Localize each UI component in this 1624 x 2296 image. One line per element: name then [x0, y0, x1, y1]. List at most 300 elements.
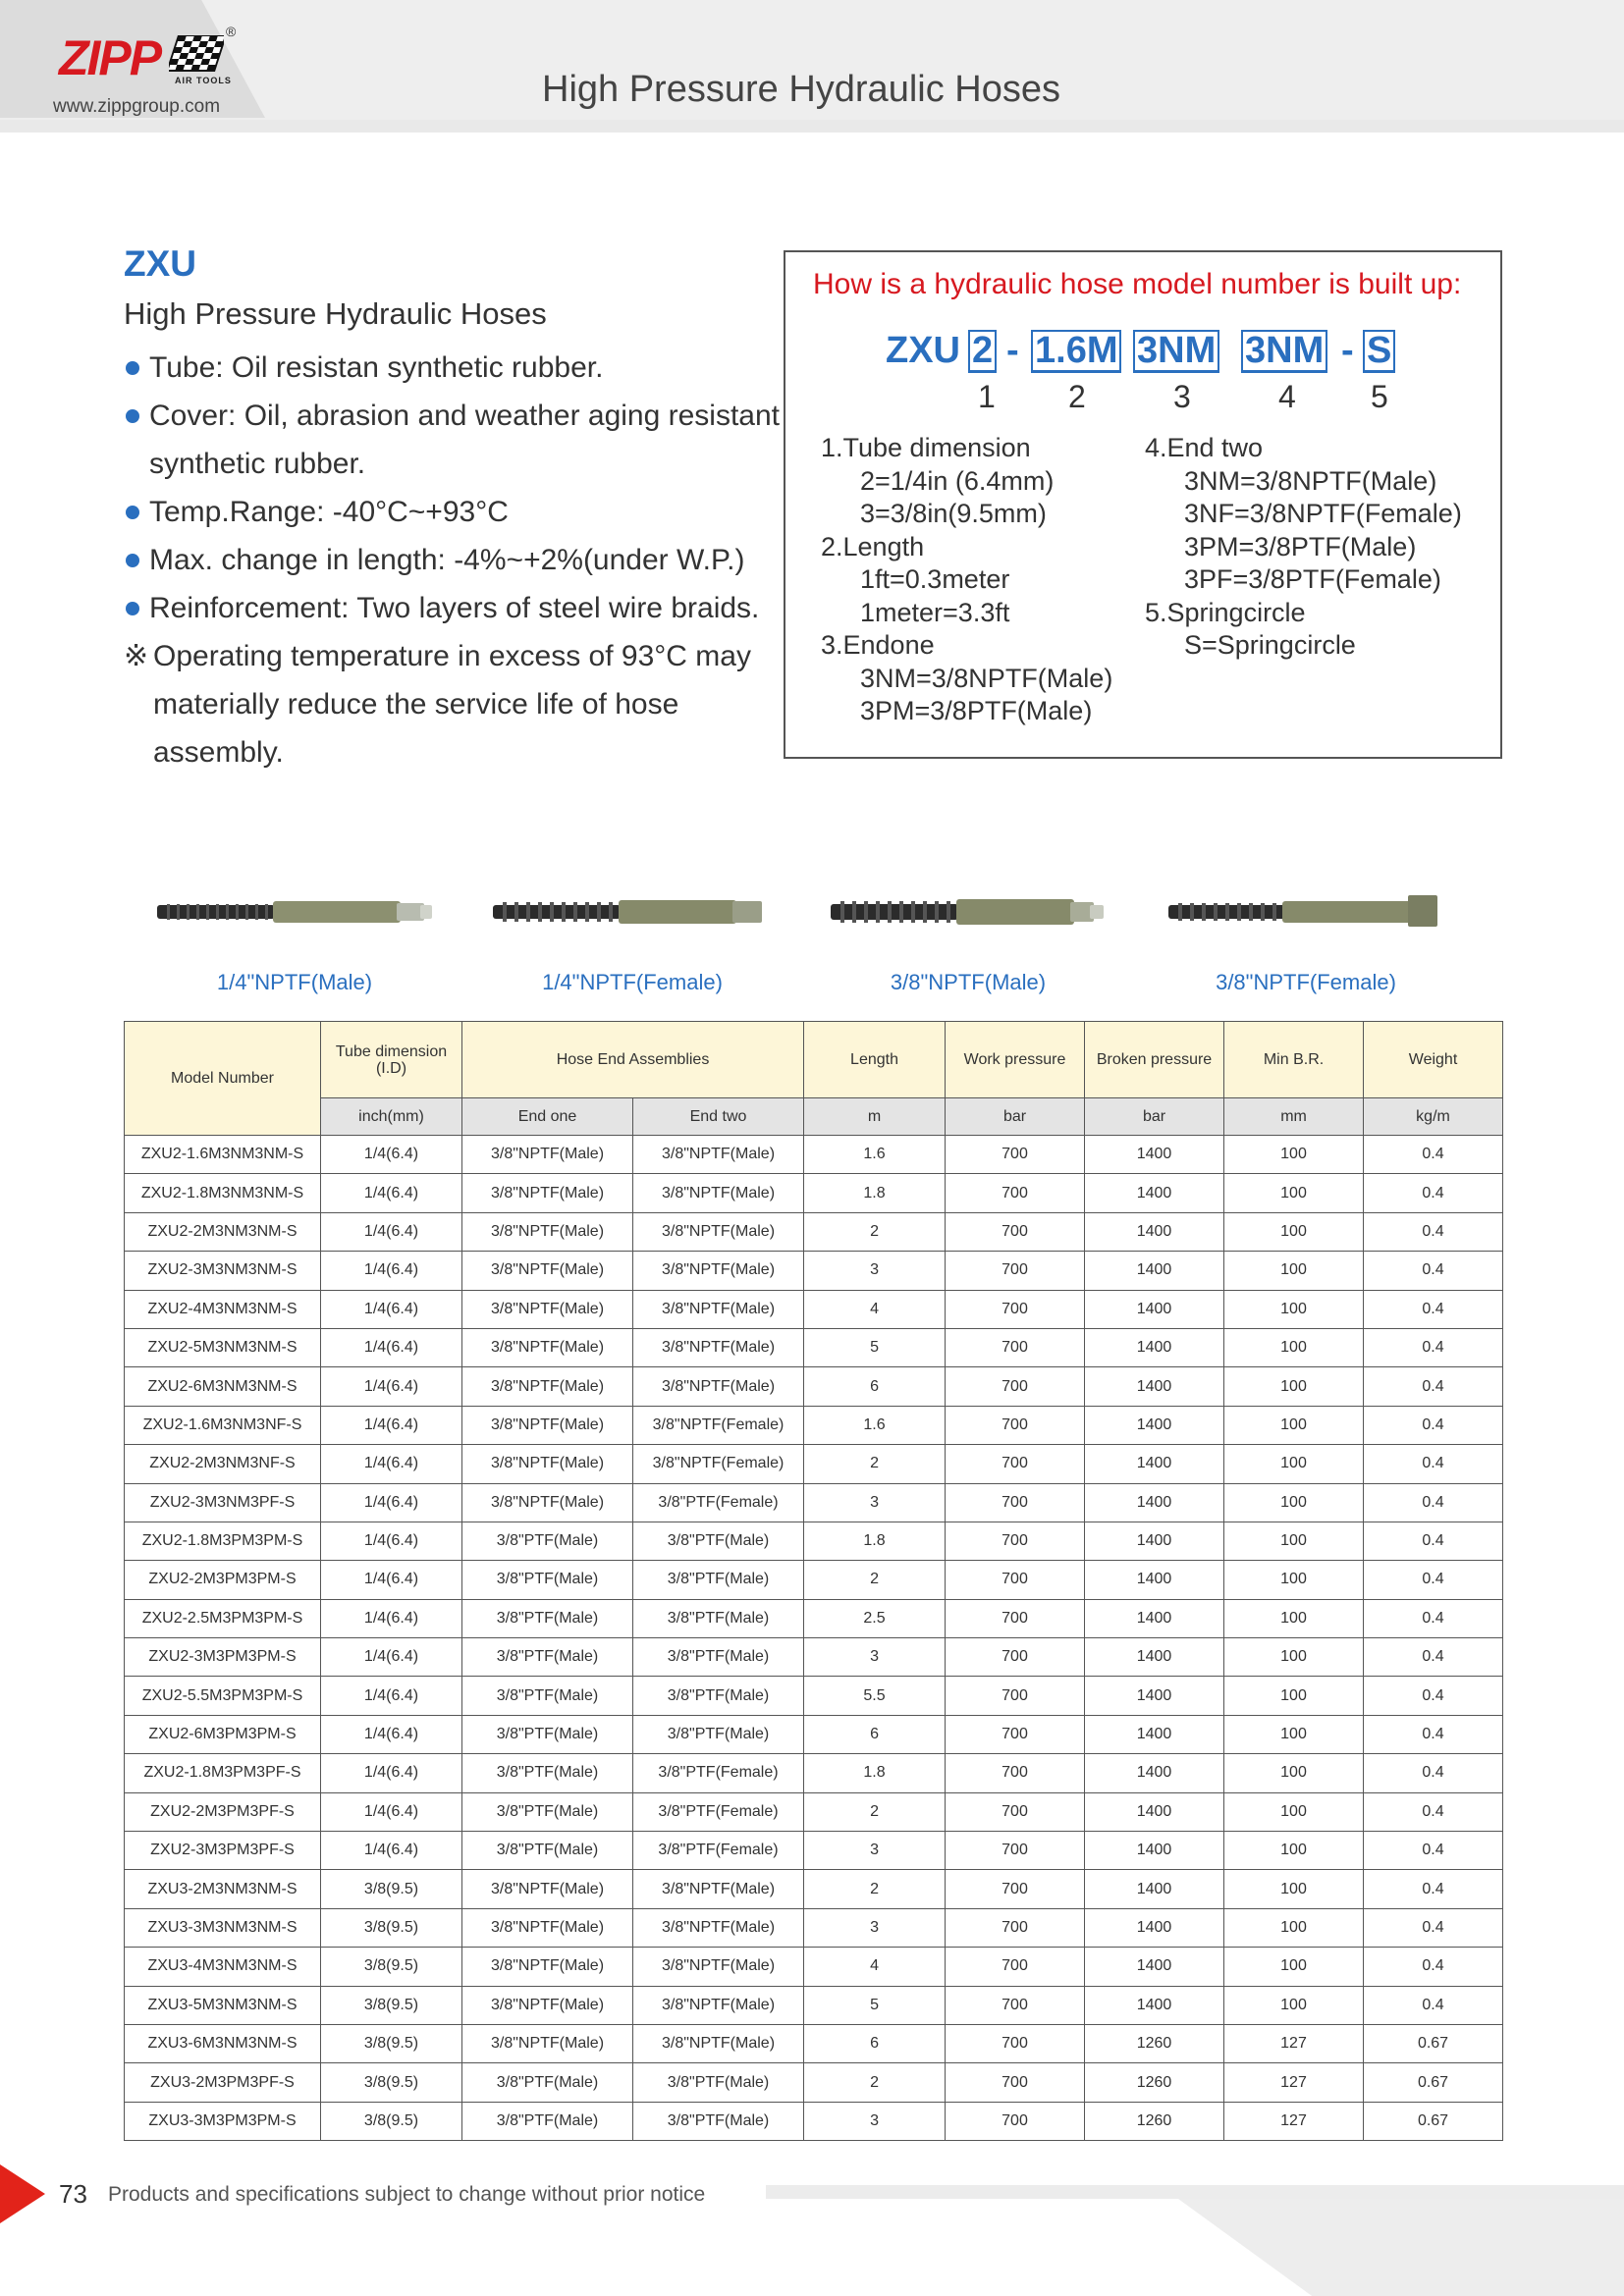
cell-work: 700 — [946, 1445, 1085, 1483]
table-row — [125, 1328, 1503, 1366]
cell-minbr: 100 — [1224, 1367, 1364, 1406]
cell-end-two: 3/8"NPTF(Male) — [633, 1252, 804, 1290]
part-number: 1 — [978, 379, 996, 414]
legend-item: 3NM=3/8NPTF(Male) — [1184, 465, 1437, 496]
table-row — [125, 1561, 1503, 1599]
table-row — [125, 1136, 1503, 1174]
table-row — [125, 1638, 1503, 1677]
unit-tube: inch(mm) — [321, 1098, 462, 1136]
cell-tube: 1/4(6.4) — [321, 1561, 462, 1599]
cell-end-one: 3/8"NPTF(Male) — [462, 1212, 633, 1251]
legend-heading: 1.Tube dimension — [821, 433, 1031, 462]
model-dash: - — [1006, 330, 1019, 371]
cell-broken: 1400 — [1085, 1908, 1224, 1947]
unit-minbr: mm — [1224, 1098, 1364, 1136]
cell-minbr: 100 — [1224, 1136, 1364, 1174]
cell-weight: 0.67 — [1364, 2063, 1503, 2102]
unit-end-one: End one — [462, 1098, 633, 1136]
cell-broken: 1400 — [1085, 1870, 1224, 1908]
hose-label: 1/4"NPTF(Male) — [216, 970, 373, 994]
cell-end-two: 3/8"NPTF(Female) — [633, 1445, 804, 1483]
model-part-end-one: 3NM — [1133, 330, 1219, 373]
cell-tube: 3/8(9.5) — [321, 1908, 462, 1947]
cell-end-two: 3/8"NPTF(Male) — [633, 1136, 804, 1174]
table-row — [125, 1290, 1503, 1328]
cell-end-two: 3/8"PTF(Male) — [633, 2063, 804, 2102]
page-number: 73 — [59, 2179, 87, 2209]
table-row — [125, 1677, 1503, 1715]
cell-end-one: 3/8"PTF(Male) — [462, 1522, 633, 1560]
cell-tube: 3/8(9.5) — [321, 1870, 462, 1908]
cell-work: 700 — [946, 1870, 1085, 1908]
cell-end-two: 3/8"NPTF(Male) — [633, 1870, 804, 1908]
part-number: 3 — [1173, 379, 1191, 414]
cell-work: 700 — [946, 1792, 1085, 1831]
footer-corner-decoration — [1178, 2199, 1624, 2296]
legend-heading: 4.End two — [1145, 433, 1264, 462]
cell-broken: 1400 — [1085, 1754, 1224, 1792]
cell-end-two: 3/8"NPTF(Male) — [633, 2024, 804, 2062]
cell-length: 2 — [804, 2063, 946, 2102]
table-row — [125, 1832, 1503, 1870]
cell-weight: 0.67 — [1364, 2102, 1503, 2140]
cell-weight: 0.4 — [1364, 1174, 1503, 1212]
cell-work: 700 — [946, 1948, 1085, 1986]
feature-item: Tube: Oil resistan synthetic rubber. — [124, 344, 791, 392]
operating-note — [126, 632, 791, 776]
cell-tube: 1/4(6.4) — [321, 1638, 462, 1677]
cell-length: 2 — [804, 1561, 946, 1599]
cell-end-one: 3/8"NPTF(Male) — [462, 1986, 633, 2024]
cell-end-one: 3/8"PTF(Male) — [462, 1715, 633, 1753]
col-header-length: Length — [804, 1022, 946, 1098]
cell-end-two: 3/8"PTF(Male) — [633, 1522, 804, 1560]
note-mark-icon: ※ — [124, 640, 149, 672]
col-header-tube: Tube dimension (I.D) — [321, 1022, 462, 1098]
legend-item: S=Springcircle — [1184, 630, 1356, 660]
cell-weight: 0.4 — [1364, 1328, 1503, 1366]
cell-work: 700 — [946, 1522, 1085, 1560]
cell-work: 700 — [946, 1328, 1085, 1366]
feature-list — [124, 344, 791, 776]
cell-length: 3 — [804, 1252, 946, 1290]
table-row — [125, 1908, 1503, 1947]
cell-weight: 0.4 — [1364, 1638, 1503, 1677]
model-part-spring: S — [1363, 330, 1395, 373]
cell-length: 2 — [804, 1212, 946, 1251]
hose-label: 1/4"NPTF(Female) — [542, 970, 723, 994]
cell-minbr: 100 — [1224, 1252, 1364, 1290]
checkered-flag-icon — [169, 35, 224, 73]
legend-item: 3NF=3/8NPTF(Female) — [1184, 499, 1462, 528]
logo-subtitle: AIR TOOLS — [175, 76, 232, 85]
cell-work: 700 — [946, 1136, 1085, 1174]
cell-work: 700 — [946, 1367, 1085, 1406]
cell-tube: 1/4(6.4) — [321, 1252, 462, 1290]
table-row — [125, 1715, 1503, 1753]
cell-model: ZXU2-3M3NM3PF-S — [125, 1483, 321, 1522]
cell-tube: 3/8(9.5) — [321, 2102, 462, 2140]
cell-minbr: 127 — [1224, 2063, 1364, 2102]
table-row — [125, 1483, 1503, 1522]
cell-work: 700 — [946, 1677, 1085, 1715]
cell-work: 700 — [946, 1832, 1085, 1870]
cell-minbr: 100 — [1224, 1638, 1364, 1677]
cell-end-one: 3/8"PTF(Male) — [462, 1792, 633, 1831]
cell-work: 700 — [946, 1908, 1085, 1947]
cell-end-two: 3/8"NPTF(Female) — [633, 1406, 804, 1444]
cell-broken: 1400 — [1085, 1599, 1224, 1637]
cell-end-one: 3/8"PTF(Male) — [462, 1638, 633, 1677]
table-unit-row — [125, 1098, 1503, 1136]
cell-end-one: 3/8"PTF(Male) — [462, 1754, 633, 1792]
cell-tube: 3/8(9.5) — [321, 1948, 462, 1986]
cell-minbr: 100 — [1224, 1483, 1364, 1522]
model-part-tube: 2 — [968, 330, 997, 373]
cell-tube: 1/4(6.4) — [321, 1715, 462, 1753]
cell-model: ZXU2-2M3PM3PF-S — [125, 1792, 321, 1831]
cell-model: ZXU3-5M3NM3NM-S — [125, 1986, 321, 2024]
cell-model: ZXU2-5M3NM3NM-S — [125, 1328, 321, 1366]
legend-item: 3PM=3/8PTF(Male) — [1184, 531, 1417, 561]
cell-end-two: 3/8"PTF(Male) — [633, 1599, 804, 1637]
cell-work: 700 — [946, 1406, 1085, 1444]
cell-length: 6 — [804, 1715, 946, 1753]
cell-weight: 0.4 — [1364, 1212, 1503, 1251]
cell-end-one: 3/8"NPTF(Male) — [462, 1328, 633, 1366]
cell-broken: 1400 — [1085, 1715, 1224, 1753]
cell-length: 1.8 — [804, 1522, 946, 1560]
table-row — [125, 1754, 1503, 1792]
legend-item: 1meter=3.3ft — [860, 597, 1010, 627]
cell-end-two: 3/8"NPTF(Male) — [633, 1367, 804, 1406]
cell-minbr: 100 — [1224, 1792, 1364, 1831]
cell-tube: 1/4(6.4) — [321, 1367, 462, 1406]
cell-tube: 1/4(6.4) — [321, 1599, 462, 1637]
col-header-assemblies: Hose End Assemblies — [462, 1022, 804, 1098]
cell-minbr: 100 — [1224, 1870, 1364, 1908]
cell-end-one: 3/8"PTF(Male) — [462, 1677, 633, 1715]
hose-image-quarter-nptf-male — [157, 893, 434, 929]
cell-length: 1.6 — [804, 1406, 946, 1444]
cell-broken: 1260 — [1085, 2024, 1224, 2062]
cell-weight: 0.4 — [1364, 1136, 1503, 1174]
cell-weight: 0.4 — [1364, 1599, 1503, 1637]
cell-model: ZXU2-3M3NM3NM-S — [125, 1252, 321, 1290]
cell-weight: 0.4 — [1364, 1445, 1503, 1483]
cell-minbr: 100 — [1224, 1715, 1364, 1753]
cell-weight: 0.4 — [1364, 1561, 1503, 1599]
cell-length: 2 — [804, 1445, 946, 1483]
table-row — [125, 1445, 1503, 1483]
cell-broken: 1400 — [1085, 1522, 1224, 1560]
unit-weight: kg/m — [1364, 1098, 1503, 1136]
col-header-model: Model Number — [125, 1022, 321, 1136]
cell-model: ZXU2-1.8M3PM3PM-S — [125, 1522, 321, 1560]
cell-minbr: 100 — [1224, 1212, 1364, 1251]
cell-end-one: 3/8"NPTF(Male) — [462, 1290, 633, 1328]
cell-weight: 0.4 — [1364, 1832, 1503, 1870]
cell-minbr: 100 — [1224, 1445, 1364, 1483]
cell-weight: 0.4 — [1364, 1754, 1503, 1792]
cell-end-two: 3/8"NPTF(Male) — [633, 1212, 804, 1251]
table-row — [125, 2102, 1503, 2140]
cell-model: ZXU2-4M3NM3NM-S — [125, 1290, 321, 1328]
feature-item: Reinforcement: Two layers of steel wire braids. — [124, 584, 791, 632]
model-prefix: ZXU — [886, 330, 960, 371]
cell-length: 3 — [804, 2102, 946, 2140]
cell-tube: 1/4(6.4) — [321, 1445, 462, 1483]
page-title: High Pressure Hydraulic Hoses — [542, 69, 1060, 110]
cell-length: 3 — [804, 1483, 946, 1522]
cell-tube: 1/4(6.4) — [321, 1290, 462, 1328]
cell-model: ZXU2-3M3PM3PF-S — [125, 1832, 321, 1870]
cell-model: ZXU3-6M3NM3NM-S — [125, 2024, 321, 2062]
cell-broken: 1400 — [1085, 1212, 1224, 1251]
table-row — [125, 2024, 1503, 2062]
cell-length: 6 — [804, 1367, 946, 1406]
cell-broken: 1400 — [1085, 1638, 1224, 1677]
cell-work: 700 — [946, 1638, 1085, 1677]
cell-minbr: 100 — [1224, 1561, 1364, 1599]
table-header-row — [125, 1022, 1503, 1098]
cell-length: 6 — [804, 2024, 946, 2062]
cell-tube: 1/4(6.4) — [321, 1406, 462, 1444]
cell-minbr: 100 — [1224, 1328, 1364, 1366]
cell-length: 3 — [804, 1908, 946, 1947]
cell-end-one: 3/8"NPTF(Male) — [462, 1367, 633, 1406]
cell-weight: 0.4 — [1364, 1522, 1503, 1560]
cell-broken: 1400 — [1085, 1252, 1224, 1290]
cell-minbr: 100 — [1224, 1677, 1364, 1715]
cell-model: ZXU2-2M3NM3NM-S — [125, 1212, 321, 1251]
cell-end-two: 3/8"NPTF(Male) — [633, 1328, 804, 1366]
col-header-minbr: Min B.R. — [1224, 1022, 1364, 1098]
model-legend-left — [821, 432, 1112, 728]
part-number: 5 — [1371, 379, 1388, 414]
cell-tube: 1/4(6.4) — [321, 1832, 462, 1870]
cell-length: 4 — [804, 1948, 946, 1986]
cell-tube: 1/4(6.4) — [321, 1212, 462, 1251]
cell-tube: 1/4(6.4) — [321, 1792, 462, 1831]
cell-end-one: 3/8"NPTF(Male) — [462, 2024, 633, 2062]
cell-model: ZXU2-5.5M3PM3PM-S — [125, 1677, 321, 1715]
cell-broken: 1400 — [1085, 1948, 1224, 1986]
cell-broken: 1400 — [1085, 1328, 1224, 1366]
note-text: Operating temperature in excess of 93°C may materially reduce the service life of hose assembly. — [153, 640, 751, 769]
cell-weight: 0.4 — [1364, 1677, 1503, 1715]
cell-end-two: 3/8"PTF(Male) — [633, 1638, 804, 1677]
cell-tube: 1/4(6.4) — [321, 1174, 462, 1212]
cell-work: 700 — [946, 1561, 1085, 1599]
legend-item: 3PF=3/8PTF(Female) — [1184, 564, 1441, 594]
cell-length: 1.8 — [804, 1174, 946, 1212]
model-legend-right — [1145, 432, 1462, 663]
table-row — [125, 1948, 1503, 1986]
cell-end-two: 3/8"NPTF(Male) — [633, 1986, 804, 2024]
legend-item: 3=3/8in(9.5mm) — [860, 499, 1047, 528]
cell-model: ZXU2-1.8M3PM3PF-S — [125, 1754, 321, 1792]
cell-work: 700 — [946, 1599, 1085, 1637]
cell-work: 700 — [946, 2102, 1085, 2140]
cell-end-two: 3/8"PTF(Female) — [633, 1483, 804, 1522]
cell-end-one: 3/8"PTF(Male) — [462, 1832, 633, 1870]
cell-length: 5 — [804, 1986, 946, 2024]
cell-end-two: 3/8"PTF(Male) — [633, 2102, 804, 2140]
cell-end-one: 3/8"NPTF(Male) — [462, 1445, 633, 1483]
cell-model: ZXU3-2M3PM3PF-S — [125, 2063, 321, 2102]
cell-weight: 0.4 — [1364, 1986, 1503, 2024]
zipp-logo — [59, 24, 237, 98]
legend-item: 3NM=3/8NPTF(Male) — [860, 663, 1113, 693]
cell-work: 700 — [946, 1252, 1085, 1290]
cell-broken: 1400 — [1085, 1832, 1224, 1870]
cell-model: ZXU3-3M3PM3PM-S — [125, 2102, 321, 2140]
cell-minbr: 100 — [1224, 1832, 1364, 1870]
cell-end-two: 3/8"NPTF(Male) — [633, 1174, 804, 1212]
cell-tube: 1/4(6.4) — [321, 1677, 462, 1715]
table-row — [125, 1986, 1503, 2024]
cell-broken: 1400 — [1085, 1792, 1224, 1831]
cell-weight: 0.4 — [1364, 1252, 1503, 1290]
cell-broken: 1400 — [1085, 1174, 1224, 1212]
unit-length: m — [804, 1098, 946, 1136]
cell-length: 3 — [804, 1832, 946, 1870]
cell-broken: 1400 — [1085, 1290, 1224, 1328]
model-dash: - — [1341, 330, 1354, 371]
cell-minbr: 127 — [1224, 2024, 1364, 2062]
model-part-end-two: 3NM — [1241, 330, 1327, 373]
table-row — [125, 1406, 1503, 1444]
cell-model: ZXU2-2M3NM3NF-S — [125, 1445, 321, 1483]
footer-note: Products and specifications subject to change without prior notice — [108, 2183, 706, 2206]
cell-tube: 1/4(6.4) — [321, 1522, 462, 1560]
cell-minbr: 100 — [1224, 1948, 1364, 1986]
cell-model: ZXU3-3M3NM3NM-S — [125, 1908, 321, 1947]
spec-table — [124, 1021, 1503, 2141]
cell-end-two: 3/8"PTF(Male) — [633, 1677, 804, 1715]
product-code: ZXU — [124, 243, 196, 284]
logo-wordmark: ZIPP — [59, 30, 161, 85]
cell-work: 700 — [946, 1212, 1085, 1251]
hose-image-three-eighths-nptf-female — [1168, 893, 1445, 929]
cell-length: 2 — [804, 1870, 946, 1908]
cell-tube: 3/8(9.5) — [321, 2063, 462, 2102]
cell-work: 700 — [946, 2024, 1085, 2062]
cell-weight: 0.4 — [1364, 1908, 1503, 1947]
hose-label: 3/8"NPTF(Female) — [1216, 970, 1396, 994]
page-arrow-icon — [0, 2164, 45, 2223]
registered-mark: ® — [226, 24, 237, 39]
cell-model: ZXU2-6M3NM3NM-S — [125, 1367, 321, 1406]
table-row — [125, 1367, 1503, 1406]
cell-length: 4 — [804, 1290, 946, 1328]
cell-length: 3 — [804, 1638, 946, 1677]
cell-broken: 1400 — [1085, 1445, 1224, 1483]
cell-tube: 1/4(6.4) — [321, 1483, 462, 1522]
table-row — [125, 1252, 1503, 1290]
cell-broken: 1400 — [1085, 1561, 1224, 1599]
cell-tube: 1/4(6.4) — [321, 1328, 462, 1366]
cell-end-one: 3/8"NPTF(Male) — [462, 1174, 633, 1212]
cell-weight: 0.4 — [1364, 1948, 1503, 1986]
cell-end-one: 3/8"PTF(Male) — [462, 1599, 633, 1637]
cell-minbr: 100 — [1224, 1174, 1364, 1212]
cell-work: 700 — [946, 1715, 1085, 1753]
cell-end-one: 3/8"PTF(Male) — [462, 1561, 633, 1599]
cell-broken: 1400 — [1085, 1483, 1224, 1522]
unit-work: bar — [946, 1098, 1085, 1136]
cell-length: 2 — [804, 1792, 946, 1831]
cell-end-two: 3/8"PTF(Female) — [633, 1792, 804, 1831]
cell-weight: 0.4 — [1364, 1483, 1503, 1522]
table-row — [125, 1212, 1503, 1251]
cell-end-one: 3/8"NPTF(Male) — [462, 1252, 633, 1290]
cell-end-two: 3/8"NPTF(Male) — [633, 1948, 804, 1986]
cell-end-one: 3/8"NPTF(Male) — [462, 1870, 633, 1908]
cell-end-one: 3/8"NPTF(Male) — [462, 1483, 633, 1522]
cell-minbr: 100 — [1224, 1522, 1364, 1560]
cell-minbr: 100 — [1224, 1406, 1364, 1444]
product-name: High Pressure Hydraulic Hoses — [124, 296, 547, 331]
cell-length: 5 — [804, 1328, 946, 1366]
cell-weight: 0.4 — [1364, 1406, 1503, 1444]
cell-end-one: 3/8"NPTF(Male) — [462, 1948, 633, 1986]
cell-end-one: 3/8"NPTF(Male) — [462, 1136, 633, 1174]
cell-broken: 1400 — [1085, 1986, 1224, 2024]
cell-minbr: 100 — [1224, 1754, 1364, 1792]
feature-item: Max. change in length: -4%~+2%(under W.P.) — [124, 536, 791, 584]
cell-work: 700 — [946, 1754, 1085, 1792]
part-number: 2 — [1068, 379, 1086, 414]
website-link[interactable]: www.zippgroup.com — [53, 96, 221, 117]
cell-end-two: 3/8"NPTF(Male) — [633, 1908, 804, 1947]
cell-length: 1.8 — [804, 1754, 946, 1792]
cell-end-two: 3/8"NPTF(Male) — [633, 1290, 804, 1328]
cell-work: 700 — [946, 1174, 1085, 1212]
cell-minbr: 127 — [1224, 2102, 1364, 2140]
legend-item: 1ft=0.3meter — [860, 564, 1010, 594]
part-number: 4 — [1278, 379, 1296, 414]
model-part-length: 1.6M — [1031, 330, 1121, 373]
cell-broken: 1400 — [1085, 1136, 1224, 1174]
cell-model: ZXU2-2.5M3PM3PM-S — [125, 1599, 321, 1637]
feature-item: Cover: Oil, abrasion and weather aging resistant synthetic rubber. — [124, 392, 791, 488]
cell-model: ZXU2-1.6M3NM3NF-S — [125, 1406, 321, 1444]
footer-bar — [766, 2185, 1624, 2199]
cell-broken: 1400 — [1085, 1677, 1224, 1715]
cell-weight: 0.4 — [1364, 1367, 1503, 1406]
cell-length: 2.5 — [804, 1599, 946, 1637]
cell-minbr: 100 — [1224, 1986, 1364, 2024]
cell-end-two: 3/8"PTF(Female) — [633, 1754, 804, 1792]
cell-broken: 1260 — [1085, 2102, 1224, 2140]
cell-end-two: 3/8"PTF(Female) — [633, 1832, 804, 1870]
model-box-title: How is a hydraulic hose model number is built up: — [813, 268, 1462, 300]
table-row — [125, 1174, 1503, 1212]
cell-minbr: 100 — [1224, 1290, 1364, 1328]
cell-work: 700 — [946, 1290, 1085, 1328]
cell-end-one: 3/8"NPTF(Male) — [462, 1908, 633, 1947]
cell-length: 5.5 — [804, 1677, 946, 1715]
table-row — [125, 1870, 1503, 1908]
legend-item: 3PM=3/8PTF(Male) — [860, 696, 1093, 725]
cell-length: 1.6 — [804, 1136, 946, 1174]
unit-end-two: End two — [633, 1098, 804, 1136]
table-row — [125, 1599, 1503, 1637]
hose-label: 3/8"NPTF(Male) — [890, 970, 1047, 994]
cell-weight: 0.4 — [1364, 1715, 1503, 1753]
